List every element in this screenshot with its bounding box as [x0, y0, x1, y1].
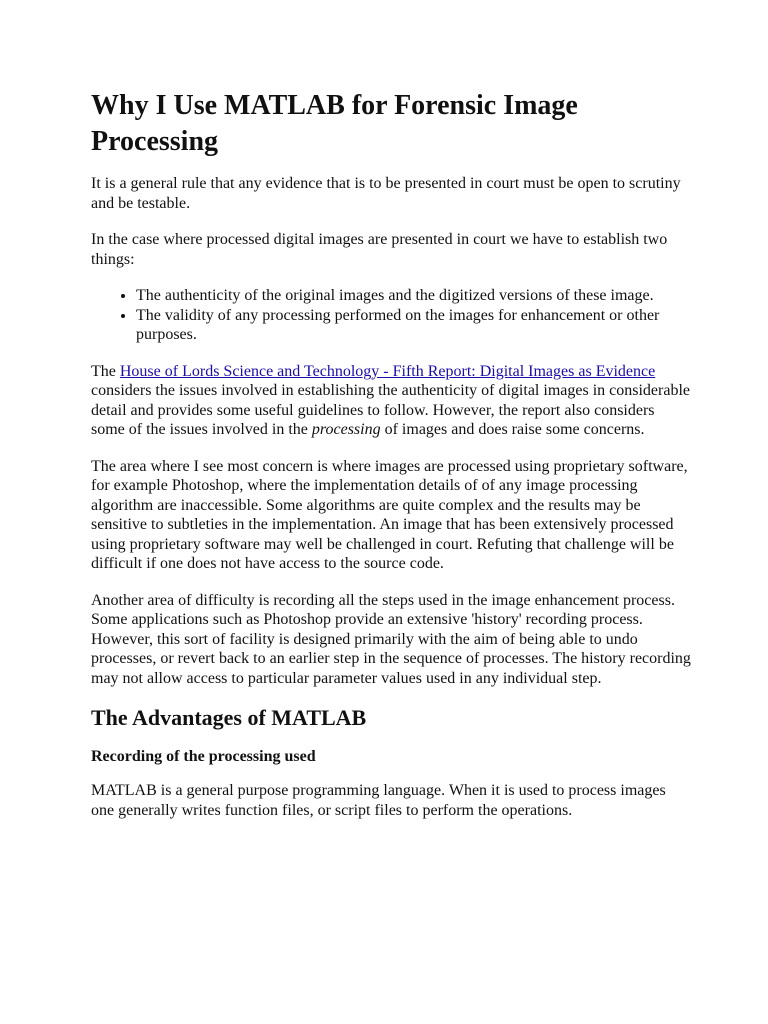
article-title: Why I Use MATLAB for Forensic Image Processing [91, 90, 578, 157]
report-middle: considers the issues involved in establishing the authenticity of digital images in considerable detail and provides some useful guidelines to follow. However, the report also considers some of the issues involved in the [91, 382, 690, 438]
section-heading: The Advantages of MATLAB [91, 705, 367, 730]
subsection-heading: Recording of the processing used [91, 748, 316, 765]
two-things-paragraph: In the case where processed digital images are presented in court we have to establish two things: [91, 231, 668, 268]
concern-paragraph: The area where I see most concern is where images are processed using proprietary software, for example Photoshop, where the implementation details of of any image processing algorithm are inaccessible. Some algorithms are quite complex and the results may be sensitive to subtleties in the implementation. An image that has been extensively processed using proprietary software may well be challenged in court. Refuting that challenge will be difficult if one does not have access to the source code. [91, 457, 688, 572]
requirements-list [91, 286, 691, 345]
report-suffix: of images and does raise some concerns. [380, 421, 645, 438]
report-paragraph [91, 362, 691, 440]
house-of-lords-report-link[interactable]: House of Lords Science and Technology - Fifth Report: Digital Images as Evidence [119, 362, 656, 380]
matlab-paragraph: MATLAB is a general purpose programming language. When it is used to process images one generally writes function files, or script files to perform the operations. [91, 782, 666, 819]
report-prefix: The [91, 362, 120, 380]
list-item: • The authenticity of the original images and the digitized versions of these image. [136, 286, 691, 306]
article [91, 88, 691, 837]
history-paragraph: Another area of difficulty is recording all the steps used in the image enhancement process. Some applications such as Photoshop provide an extensive 'history' recording process. However, this sort of facility is designed primarily with the aim of being able to undo processes, or revert back to an earlier step in the sequence of processes. The history recording may not allow access to particular parameter values used in any individual step. [91, 591, 691, 687]
processing-emphasis: processing [311, 421, 381, 438]
intro-paragraph: It is a general rule that any evidence that is to be presented in court must be open to scrutiny and be testable. [91, 175, 681, 212]
list-item: • The validity of any processing performed on the images for enhancement or other purposes. [136, 306, 691, 345]
